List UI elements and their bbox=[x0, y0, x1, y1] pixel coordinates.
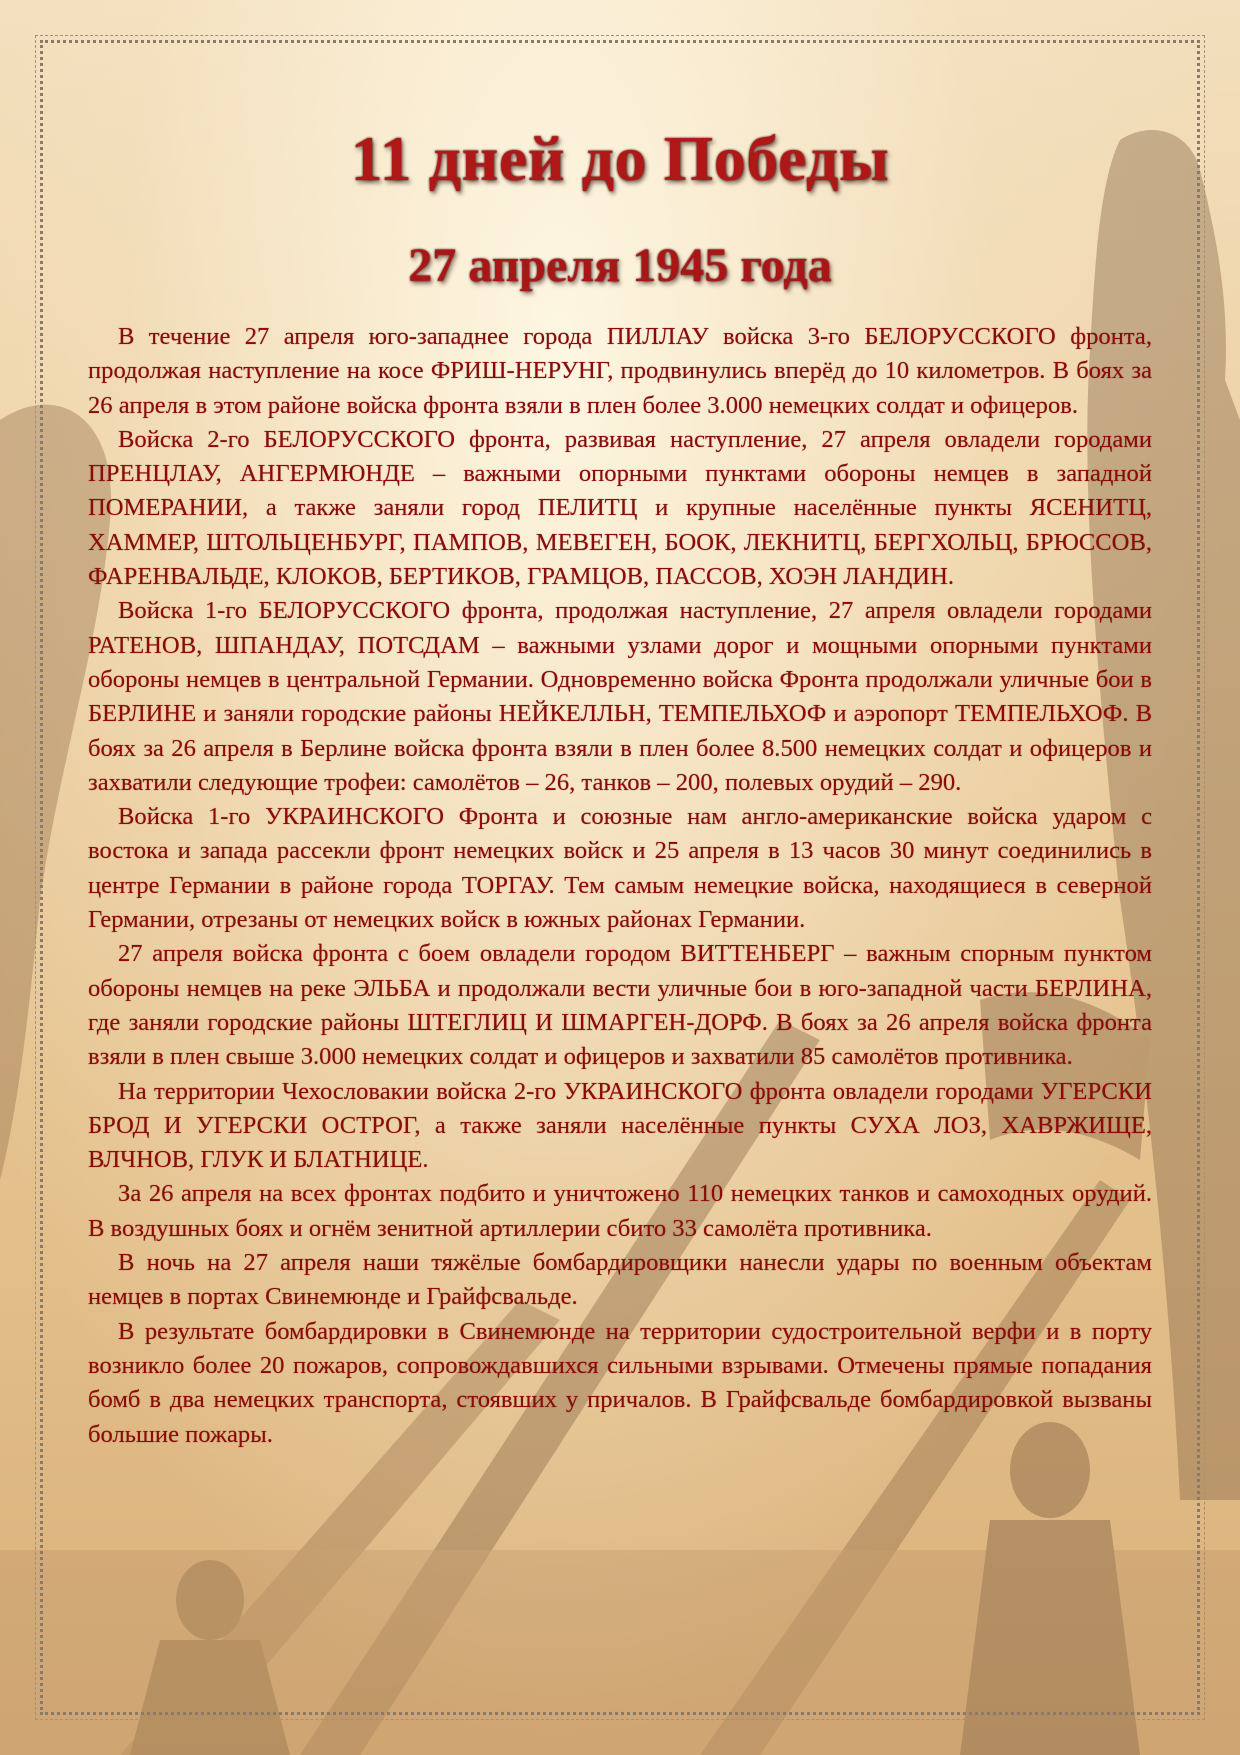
paragraph-bombers-night: В ночь на 27 апреля наши тяжёлые бомбардировщики нанесли удары по военным объектам немцев в портах Свинемюнде и Грайфсвальде. bbox=[88, 1249, 1152, 1311]
paragraph-tanks-destroyed: За 26 апреля на всех фронтах подбито и уничтожено 110 немецких танков и самоходных орудий. В воздушных боях и огнём зенитной артиллерии сбито 33 самолёта противника. bbox=[88, 1180, 1152, 1242]
paragraph-1st-belorussian-front: Войска 1-го БЕЛОРУССКОГО фронта, продолжая наступление, 27 апреля овладели городами РАТЕНОВ, ШПАНДАУ, ПОТСДАМ – важными узлами дорог и мощными опорными пунктами обороны немцев в центральной Германии. Одновременно войска Фронта продолжали уличные бои в БЕРЛИНЕ и заняли городские районы НЕЙКЕЛЛЬН, ТЕМПЕЛЬХОФ и аэропорт ТЕМПЕЛЬХОФ. В боях за 26 апреля в Берлине войска фронта взяли в плен более 8.500 немецких солдат и офицеров и захватили следующие трофеи: самолётов – 26, танков – 200, полевых орудий – 290. bbox=[88, 597, 1152, 796]
page-title: 11 дней до Победы bbox=[350, 123, 890, 194]
paragraph-wittenberg: 27 апреля войска фронта с боем овладели городом ВИТТЕНБЕРГ – важным спорным пунктом обороны немцев на реке ЭЛЬБА и продолжали вести уличные бои в юго-западной части БЕРЛИНА, где заняли городские районы ШТЕГЛИЦ И ШМАРГЕН-ДОРФ. В боях за 26 апреля войска фронта взяли в плен свыше 3.000 немецких солдат и офицеров и захватили 85 самолётов противника. bbox=[88, 940, 1152, 1071]
paragraph-2nd-belorussian-front: Войска 2-го БЕЛОРУССКОГО фронта, развивая наступление, 27 апреля овладели городами ПРЕНЦЛАУ, АНГЕРМЮНДЕ – важными опорными пунктами обороны немцев в западной ПОМЕРАНИИ, а также заняли город ПЕЛИТЦ и крупные населённые пункты ЯСЕНИТЦ, ХАММЕР, ШТОЛЬЦЕНБУРГ, ПАМПОВ, МЕВЕГЕН, БООК, ЛЕКНИТЦ, БЕРГХОЛЬЦ, БРЮССОВ, ФАРЕНВАЛЬДЕ, КЛОКОВ, БЕРТИКОВ, ГРАМЦОВ, ПАССОВ, ХОЭН ЛАНДИН. bbox=[88, 425, 1152, 591]
paragraph-torgau-link-up: Войска 1-го УКРАИНСКОГО Фронта и союзные нам англо-американские войска ударом с востока и запада рассекли фронт немецких войск и 25 апреля в 13 часов 30 минут соединились в центре Германии в районе города ТОРГАУ. Тем самым немецкие войска, находящиеся в северной Германии, отрезаны от немецких войск в южных районах Германии. bbox=[88, 803, 1152, 934]
date-subtitle: 27 апреля 1945 года bbox=[408, 239, 832, 292]
paragraph-swinemunde-result: В результате бомбардировки в Свинемюнде на территории судостроительной верфи и в порту возникло более 20 пожаров, сопровождавшихся сильными взрывами. Отмечены прямые попадания бомб в два немецких транспорта, стоявших у причалов. В Грайфсвальде бомбардировкой вызваны большие пожары. bbox=[88, 1317, 1152, 1448]
paragraph-pillau: В течение 27 апреля юго-западнее города ПИЛЛАУ войска 3-го БЕЛОРУССКОГО фронта, продолжая наступление на косе ФРИШ-НЕРУНГ, продвинулись вперёд до 10 километров. В боях за 26 апреля в этом районе войска фронта взяли в плен более 3.000 немецких солдат и офицеров. bbox=[88, 323, 1152, 419]
article-body bbox=[88, 320, 1152, 1452]
paragraph-czechoslovakia: На территории Чехословакии войска 2-го УКРАИНСКОГО фронта овладели городами УГЕРСКИ БРОД И УГЕРСКИ ОСТРОГ, а также заняли населённые пункты СУХА ЛОЗ, ХАВРЖИЩЕ, ВЛЧНОВ, ГЛУК И БЛАТНИЦЕ. bbox=[88, 1077, 1152, 1174]
